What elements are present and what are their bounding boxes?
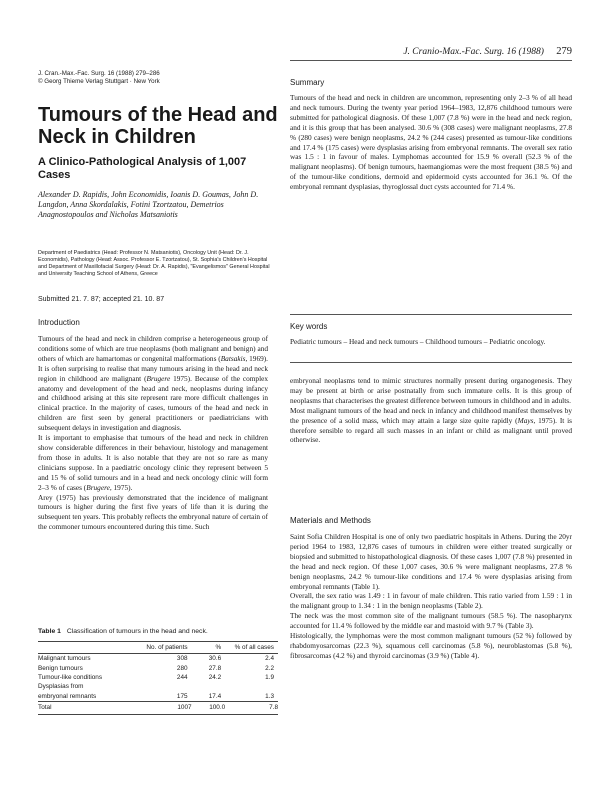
methods-paragraph-1: Saint Sofia Children Hospital is one of only two paediatric hospitals in Athens. During the 20yr period 1964 to 1983, 12,876 cases of tumours in children were either treated surgically or biopsied and submitted to histopathological diagnosis. Of these cases 1,007 (7.8 %) presented in the head and neck region. Of these 1,007 cases, 30.6 % were malignant neoplasms, 27.8 % benign neoplasms, 24.2 % tumour-like conditions and 17.4 % were dysplasias arising from embryonal remnants (Table 1). xyxy=(290,532,572,591)
methods-paragraph-4: Histologically, the lymphomas were the most common malignant tumours (52 %) followed by rhabdomyosarcomas (22.3 %), squamous cell carcinomas (5.8 %), neuroblastomas (5.8 %), fibrosarcomas (4.2 %) and thyroid carcinomas (3.9 %) (Table 4). xyxy=(290,631,572,660)
table-caption-text: Classification of tumours in the head and neck. xyxy=(66,628,208,635)
summary-heading: Summary xyxy=(290,78,325,87)
affiliation: Department of Paediatrics (Head: Professor N. Matsaniotis), Oncology Unit (Head: Dr. J. Economidis), Pathology (Head: Assoc. Professor E. Tzortzatou), St. Sophia's Children's Hospital and Department of Maxillofacial Surgery (Head: Dr. A. Rapidis), "Evangelismos" General Hospital and University Teaching School of Athens, Greece xyxy=(38,250,270,277)
citation-batsakis: Batsakis xyxy=(220,353,246,363)
citation-brugere: Brugere xyxy=(146,373,171,383)
methods-paragraph-2: Overall, the sex ratio was 1.49 : 1 in favour of male children. This ratio varied from 1.59 : 1 in the malignant group to 1.34 : 1 in the benign neoplasms (Table 2). xyxy=(290,591,572,611)
table-cell: 2.4 xyxy=(265,655,274,663)
header-divider xyxy=(290,60,572,61)
table-label: Table 1 xyxy=(38,628,61,635)
author-list: Alexander D. Rapidis, John Economidis, Ioanis D. Goumas, John D. Langdon, Anna Skordalakis, Fotini Tzortzatou, Demetrios Anagnostopoulos and Nicholas Matsaniotis xyxy=(38,190,259,219)
table-cell: 2.2 xyxy=(265,664,274,672)
intro-paragraph-3: Arey (1975) has previously demonstrated that the incidence of malignant tumours is higher during the first five years of life than it is during the subsequent ten years. This probably reflects the embryonal nature of certain of the commoner tumours encountered during this time. Such xyxy=(38,492,268,532)
pubinfo-line-1: J. Cran.-Max.-Fac. Surg. 16 (1988) 279–286 xyxy=(38,70,160,77)
table-cell: 280 xyxy=(176,664,188,672)
citation-brugere-2: Brugere xyxy=(86,482,110,492)
keywords-box xyxy=(290,322,572,347)
methods-heading: Materials and Methods xyxy=(290,516,371,525)
table-cell: 1007 xyxy=(144,701,192,714)
table-cell: Tumour-like conditions xyxy=(38,673,103,681)
article-title: Tumours of the Head and Neck in Children xyxy=(38,104,278,148)
journal-reference xyxy=(403,46,572,57)
intro-p1-text-b: , 1969). It is often surprising to realise that many tumours arising in the head and neck region in childhood are malignant ( xyxy=(38,353,268,383)
intro-p1-text-a: Tumours of the head and neck in children comprise a heterogeneous group of conditions some of which are true neoplasms (both malignant and benign) and others of which are hamartomas or congenital malformations ( xyxy=(38,334,268,363)
table-cell: Total xyxy=(38,701,144,714)
keywords-bottom-rule xyxy=(290,362,572,363)
keywords-heading: Key words xyxy=(290,322,328,331)
continuation-paragraph: embryonal neoplasms tend to mimic structures normally present during organogenesis. They may be present at birth or arise postnatally from such immature cells. It is this group of neoplasms that characterises the greatest difference between tumours in childhood and in adults. xyxy=(290,376,572,405)
table-1 xyxy=(38,628,278,715)
table-cell xyxy=(192,682,226,691)
methods-paragraph-3: The neck was the most common site of the malignant tumours (58.5 %). The nasopharynx accounted for 11.4 % followed by the middle ear and mastoid with 9.7 % (Table 3). xyxy=(290,611,572,631)
table-total-row xyxy=(38,701,278,714)
table-cell: 17.4 xyxy=(208,692,222,700)
introduction-heading: Introduction xyxy=(38,318,80,327)
journal-title: J. Cranio-Max.-Fac. Surg. 16 (1988) xyxy=(403,47,544,57)
table-header-cell: % xyxy=(192,642,226,654)
intro-p1-text-c: 1975). Because of the complex anatomy and development of the head and neck, neoplasms during infancy and childhood arising at this site represent rare more difficult challenges in clinical practice. In the majority of cases, tumours of the head and neck in children are first seen by general practitioners or paediatricians with subsequent delays in investigation and diagnosis. xyxy=(38,373,268,433)
table-caption xyxy=(38,628,278,635)
article-subtitle: A Clinico-Pathological Analysis of 1,007 Cases xyxy=(38,156,247,181)
intro-p2-text-b: , 1975). xyxy=(109,482,133,492)
table-row xyxy=(38,682,278,691)
table-header-cell: No. of patients xyxy=(144,642,192,654)
introduction-body xyxy=(38,334,268,532)
table-cell: 1.9 xyxy=(265,673,274,681)
table-row xyxy=(38,654,278,664)
table-cell: embryonal remnants xyxy=(38,692,97,700)
right-p2-text-b: , 1975). It is therefore sensible to regard all such masses in an infant or child as malignant until proved otherwise. xyxy=(290,415,572,445)
table-cell xyxy=(225,682,278,691)
right-p2-text-a: Most malignant tumours of the head and neck in infancy and childhood manifest themselves by the presence of a solid mass, which may attain a large size quite rapidly ( xyxy=(290,405,572,425)
table-cell xyxy=(144,682,192,691)
submission-dates: Submitted 21. 7. 87; accepted 21. 10. 87 xyxy=(38,296,165,303)
page-number: 279 xyxy=(556,46,572,57)
table-cell: 7.8 xyxy=(225,701,278,714)
methods-body xyxy=(290,532,572,661)
keywords-text: Pediatric tumours – Head and neck tumours – Childhood tumours – Pediatric oncology. xyxy=(290,337,546,346)
citation-mays: Mays xyxy=(517,415,534,425)
classification-table xyxy=(38,641,278,715)
intro-paragraph-1 xyxy=(38,334,268,433)
table-row xyxy=(38,663,278,672)
table-cell: Malignant tumours xyxy=(38,655,91,663)
table-cell: 1.3 xyxy=(265,692,274,700)
table-cell: 24.2 xyxy=(208,673,222,681)
malignant-masses-paragraph xyxy=(290,406,572,446)
table-cell: 308 xyxy=(176,655,188,663)
table-cell: 244 xyxy=(176,673,188,681)
right-column-body xyxy=(290,376,572,445)
table-cell: 175 xyxy=(176,692,188,700)
table-header-cell: % of all cases xyxy=(225,642,278,654)
summary-text: Tumours of the head and neck in children are uncommon, representing only 2–3 % of all head and neck tumours. During the twenty year period 1964–1983, 12,876 childhood tumours were submitted for pathological diagnosis. Of these 1,007 (7.8 %) were in the head and neck region, and it is this group that has been analysed. 30.6 % (308 cases) were malignant neoplasms, 27.8 % (280 cases) were benign neoplasms, 24.2 % (244 cases) presented as tumour-like conditions and 17.4 % (175 cases) were dysplasias arising from embryonal remnants. The overall sex ratio was 1.5 : 1 in favour of males. Lymphomas accounted for 15.9 % overall (52.3 % of the malignant neoplasms). Of benign tumours, haemangiomas were the most frequent (38.5 %) and of the tumour-like conditions, dermoid and epidermoid cysts accounted for 36.1 %. Of the embryonal remnant dysplasias, thyroglossal duct cysts accounted for 71.4 %. xyxy=(290,93,572,192)
summary-bottom-rule xyxy=(290,314,572,315)
table-cell: Benign tumours xyxy=(38,664,83,672)
table-cell: 100.0 xyxy=(192,701,226,714)
table-row xyxy=(38,692,278,702)
table-cell: 30.6 xyxy=(208,655,222,663)
summary-box xyxy=(290,78,572,192)
table-cell: 27.8 xyxy=(208,664,222,672)
publication-info xyxy=(38,70,268,86)
pubinfo-line-2: © Georg Thieme Verlag Stuttgart · New York xyxy=(38,78,160,85)
table-header-cell xyxy=(38,642,144,654)
intro-p2-text-a: It is important to emphasise that tumours of the head and neck in children show considerable differences in their behaviour, histology and management from those in adults. It is also notable that they are not so rare as many clinicians suppose. In a paediatric oncology clinic they represent between 5 and 15 % of solid tumours and in a head and neck oncology clinic will form 2–3 % of cases ( xyxy=(38,433,268,492)
table-header-row xyxy=(38,642,278,654)
table-row xyxy=(38,673,278,682)
table-cell: Dysplasias from xyxy=(38,683,84,691)
intro-paragraph-2 xyxy=(38,433,268,492)
